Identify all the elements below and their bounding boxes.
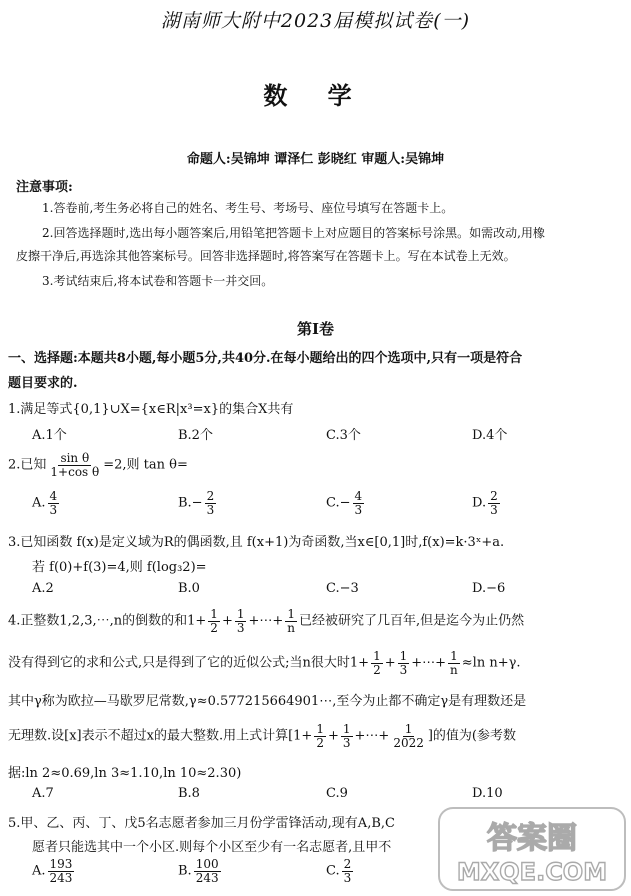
fraction-numerator: 1 [236,607,245,621]
notice-item: 2.回答选择题时,选出每小题答案后,用铅笔把答题卡上对应题目的答案标号涂黑。如需改动,用橡 [42,226,545,240]
exam-title: 湖南师大附中2023届模拟试卷(一) [160,10,471,32]
part-instructions: 题目要求的. [8,376,78,391]
fraction-denominator: 3 [490,502,498,517]
fraction-numerator: 2 [343,857,352,871]
question-stem: 1.满足等式{0,1}∪X={x∈R|x³=x}的集合X共有 [8,402,294,417]
option-b: B.0 [178,581,200,596]
option-d: D.4个 [472,428,508,443]
fraction [398,650,410,676]
fraction [488,490,500,516]
option-b: B.2个 [178,428,213,443]
option-c: C.9 [326,786,348,801]
option-c: C.3个 [326,428,361,443]
part-instructions: 一、选择题:本题共8小题,每小题5分,共40分.在每小题给出的四个选项中,只有一项是符合 [8,351,523,366]
fraction-numerator: 1 [342,722,351,736]
fraction-denominator: 3 [399,662,408,677]
fraction-numerator: 2 [490,489,498,503]
fraction-denominator: 2022 [393,735,424,750]
fraction-denominator: 3 [342,735,351,750]
text: [1+ [288,728,313,744]
option-a: A.1个 [32,428,67,443]
fraction-denominator: 3 [206,502,215,517]
question-stem [8,723,516,749]
question-stem [8,608,524,634]
fraction-denominator: 2 [210,620,218,635]
option-label: A. [32,863,46,879]
fraction [314,723,326,749]
fraction-denominator: n [287,620,296,635]
notice-item: 皮擦干净后,再选涂其他答案标号。回答非选择题时,将答案写在答题卡上。写在本试卷上无效。 [16,249,516,263]
fraction-numerator: 1 [373,649,381,663]
option-b [178,858,223,884]
question-stem [8,452,188,478]
fraction [235,608,247,634]
option-a [32,490,61,516]
text: 没有得到它的求和公式,只是得到了它的近似公式;当n很大时1+ [8,655,370,671]
fraction-denominator: 1+cos θ [50,464,100,479]
option-d: D.−6 [472,581,506,596]
option-a: A.2 [32,581,54,596]
option-d [472,490,502,516]
fraction [448,650,460,676]
text: + [221,613,233,629]
fraction-numerator: 4 [49,489,58,503]
option-a: A.7 [32,786,54,801]
subject-title: 数 学 [263,81,368,110]
fraction-denominator: 3 [49,502,58,517]
fraction [48,490,60,516]
option-label: D. [472,495,487,511]
option-b [178,490,218,516]
question-stem: 5.甲、乙、丙、丁、戊5名志愿者参加三月份学雷锋活动,现有A,B,C [8,816,395,831]
question-stem: 愿者只能选其中一个小区.则每个小区至少有一名志愿者,且甲不 [32,840,392,855]
fraction-numerator: 100 [195,857,219,871]
watermark-url: MXQE.COM [456,858,608,886]
option-c [326,858,355,884]
fraction-denominator: 2 [316,735,324,750]
fraction-denominator: 243 [195,870,219,885]
option-c [326,490,366,516]
option-a [32,858,76,884]
fraction-denominator: 2 [373,662,381,677]
fraction [371,650,383,676]
fraction [341,723,353,749]
fraction-numerator: 1 [399,649,408,663]
option-d: D.10 [472,786,503,801]
text: + [327,728,339,744]
question-stem: 据:ln 2≈0.69,ln 3≈1.10,ln 10≈2.30) [8,766,242,781]
watermark-logo [437,806,627,892]
text: ]的值为(参考数 [427,728,517,744]
fraction-denominator: 3 [343,870,352,885]
text: 已经被研究了几百年,但是迄今为止仍然 [299,613,525,629]
question-stem [8,650,521,676]
text: + [384,655,396,671]
text: +⋯+ [354,728,390,744]
fraction-numerator: 1 [210,607,218,621]
text: +⋯+ [411,655,447,671]
fraction-numerator: 1 [450,649,458,663]
option-b: B.8 [178,786,200,801]
fraction-denominator: n [450,662,458,677]
watermark-text: 答案圈 [487,821,577,856]
question-stem: 若 f(0)+f(3)=4,则 f(log₃2)= [32,560,207,575]
fraction-numerator: 4 [354,489,363,503]
fraction-numerator: 193 [49,857,73,871]
text: +⋯+ [248,613,284,629]
fraction-denominator: 243 [49,870,73,885]
text: ≈ln n+γ. [461,655,521,671]
fraction-numerator: 1 [316,722,324,736]
q2-suffix: =2,则 tan θ= [103,457,188,473]
fraction [285,608,297,634]
option-label: C.− [326,495,351,511]
fraction [342,858,354,884]
option-c: C.−3 [326,581,359,596]
fraction-denominator: 3 [354,502,363,517]
fraction [48,452,101,478]
fraction [205,490,217,516]
text: 4.正整数1,2,3,⋯,n的倒数的和1+ [8,613,207,629]
fraction-numerator: 1 [404,722,413,736]
fraction-numerator: sin θ [60,451,90,465]
option-label: C. [326,863,340,879]
fraction [208,608,220,634]
fraction [391,723,426,749]
option-label: B.− [178,495,203,511]
fraction [48,858,75,884]
question-stem: 3.已知函数 f(x)是定义域为R的偶函数,且 f(x+1)为奇函数,当x∈[0,1]时,f(x)=k·3ˣ+a. [8,535,505,550]
fraction-numerator: 1 [287,607,295,621]
authors-line: 命题人:吴锦坤 谭泽仁 彭晓红 审题人:吴锦坤 [186,152,445,167]
text: 无理数.设[x]表示不超过x的最大整数.用上式计算 [8,728,289,744]
notice-heading: 注意事项: [16,180,73,195]
notice-item: 1.答卷前,考生务必将自己的姓名、考生号、考场号、座位号填写在答题卡上。 [42,201,454,215]
fraction-denominator: 3 [236,620,245,635]
fraction [194,858,221,884]
q2-prefix: 2.已知 [8,457,47,473]
option-label: B. [178,863,192,879]
section-title: 第Ⅰ卷 [296,320,335,338]
fraction [353,490,365,516]
notice-item: 3.考试结束后,将本试卷和答题卡一并交回。 [42,274,274,288]
option-label: A. [32,495,46,511]
question-stem: 其中γ称为欧拉—马歇罗尼常数,γ≈0.577215664901⋯,至今为止都不确定γ是有理数还是 [8,694,527,709]
fraction-numerator: 2 [206,489,215,503]
